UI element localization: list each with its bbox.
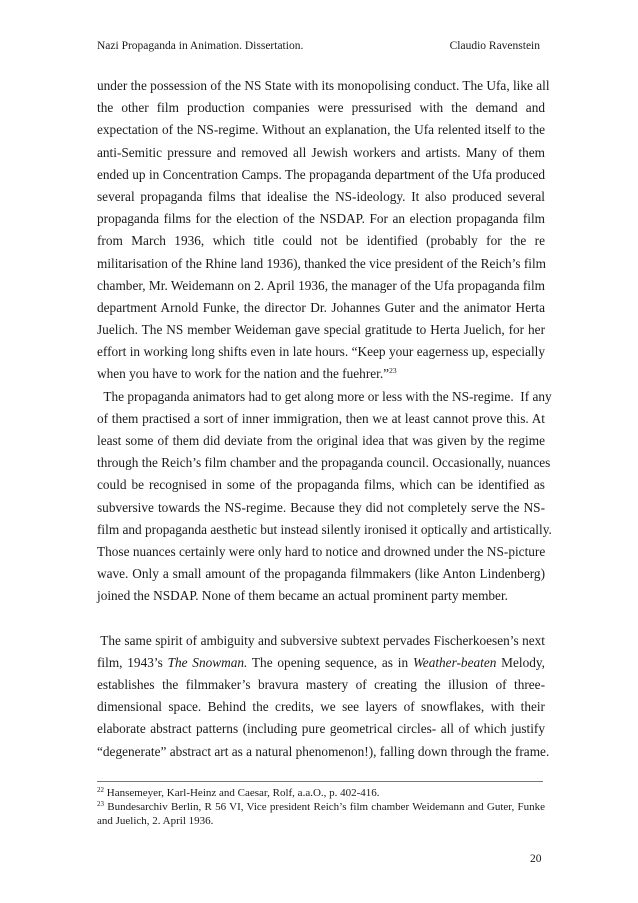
footnote-separator — [97, 781, 543, 782]
film-title-weather-beaten: Weather-beaten — [412, 654, 497, 670]
body-line: effort in working long shifts even in late hours. “Keep your eagerness up, especially — [97, 344, 545, 360]
quote-end-text: when you have to work for the nation and the fuehrer.” — [97, 366, 390, 382]
body-line: propaganda films for the election of the NSDAP. For an election propaganda film — [97, 211, 545, 227]
body-line: Juelich. The NS member Weideman gave special gratitude to Herta Juelich, for her — [97, 322, 545, 338]
footnote-number: 23 — [97, 800, 104, 808]
body-line: chamber, Mr. Weidemann on 2. April 1936, the manager of the Ufa propaganda film — [97, 277, 545, 293]
footnote-22 — [97, 786, 545, 800]
film-title-snowman: The Snowman. — [167, 654, 248, 670]
body-line: dimensional space. Behind the credits, we see layers of snowflakes, with their — [97, 699, 545, 715]
footnote-23-continued: and Juelich, 2. April 1936. — [97, 815, 214, 827]
body-line: The same spirit of ambiguity and subversive subtext pervades Fischerkoesen’s next — [97, 632, 545, 648]
body-line: from March 1936, which title could not be identified (probably for the re — [97, 233, 545, 249]
body-line: through the Reich’s film chamber and the propaganda council. Occasionally, nuances — [97, 455, 551, 471]
body-line: joined the NSDAP. None of them became an actual prominent party member. — [97, 588, 508, 604]
body-line: establishes the filmmaker’s bravura mastery of creating the illusion of three- — [97, 677, 545, 693]
body-line: several propaganda films that idealise the NS-ideology. It also produced several — [97, 188, 545, 204]
body-line: expectation of the NS-regime. Without an explanation, the Ufa relented itself to the — [97, 122, 545, 138]
footnotes — [97, 786, 545, 828]
body-line: under the possession of the NS State with its monopolising conduct. The Ufa, like all — [97, 78, 550, 93]
footnote-23 — [97, 800, 545, 814]
text-run: film, 1943’s — [97, 654, 168, 670]
body-line — [97, 652, 545, 674]
body-line: subversive towards the NS-regime. Because they did not completely serve the NS- — [97, 499, 545, 515]
body-line — [97, 363, 545, 385]
footnote-ref-23[interactable]: 23 — [389, 366, 397, 376]
footnote-text: Bundesarchiv Berlin, R 56 VI, Vice president Reich’s film chamber Weidemann and Guter, Funke — [104, 801, 545, 813]
body-line: The propaganda animators had to get along more or less with the NS-regime. If any — [97, 388, 552, 404]
body-line: the other film production companies were pressurised with the demand and — [97, 100, 545, 116]
page-number: 20 — [530, 853, 542, 865]
body-line: could be recognised in some of the propaganda films, which can be identified as — [97, 477, 545, 493]
header-author: Claudio Ravenstein — [449, 40, 540, 52]
header-title: Nazi Propaganda in Animation. Dissertation. — [97, 40, 304, 52]
body-line: militarisation of the Rhine land 1936), thanked the vice president of the Reich’s film — [97, 255, 547, 271]
body-line: department Arnold Funke, the director Dr. Johannes Guter and the animator Herta — [97, 299, 545, 315]
body-line: of them practised a sort of inner immigration, then we at least cannot prove this. At — [97, 410, 545, 426]
body-line: wave. Only a small amount of the propaganda filmmakers (like Anton Lindenberg) — [97, 566, 545, 582]
body-text — [97, 75, 552, 763]
text-run: The opening sequence, as in — [247, 654, 413, 670]
body-line: Those nuances certainly were only hard to notice and drowned under the NS-picture — [97, 543, 546, 559]
footnote-number: 22 — [97, 786, 104, 794]
footnote-text: Hansemeyer, Karl-Heinz and Caesar, Rolf, a.a.O., p. 402-416. — [104, 787, 380, 799]
text-run: Melody, — [496, 654, 546, 670]
body-line: film and propaganda aesthetic but instead silently ironised it optically and artistically. — [97, 521, 552, 537]
body-line: elaborate abstract patterns (including pure geometrical circles- all of which justify — [97, 721, 545, 737]
body-line: least some of them did deviate from the original idea that was given by the regime — [97, 433, 545, 448]
body-line: ended up in Concentration Camps. The propaganda department of the Ufa produced — [97, 166, 545, 182]
body-line: “degenerate” abstract art as a natural phenomenon!), falling down through the frame. — [97, 743, 550, 759]
paragraph-gap — [97, 608, 545, 630]
body-line: anti-Semitic pressure and removed all Jewish workers and artists. Many of them — [97, 144, 545, 160]
